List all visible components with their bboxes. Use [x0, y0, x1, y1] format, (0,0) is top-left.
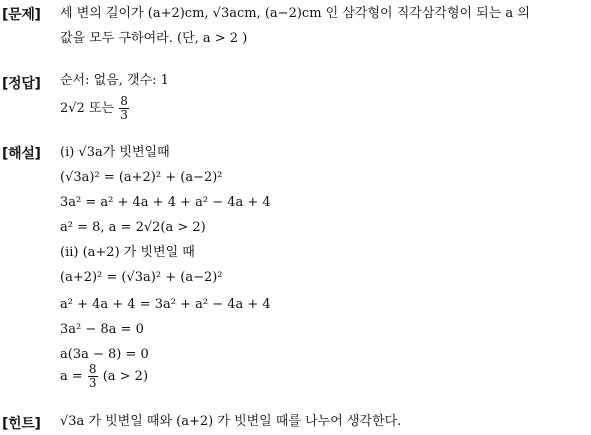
answer-line-1: 순서: 없음, 갯수: 1: [60, 73, 169, 88]
answer-values: 2√2 또는: [60, 101, 115, 116]
solution-line: a² = 8, a = 2√2(a > 2): [60, 220, 206, 235]
hint-tag: [힌트]: [2, 416, 41, 432]
solution-line: (ii) (a+2) 가 빗변일 때: [60, 245, 195, 260]
solution-line: (a+2)² = (√3a)² + (a−2)²: [60, 270, 223, 285]
solution-line: a² + 4a + 4 = 3a² + a² − 4a + 4: [60, 297, 271, 312]
solution-line: a(3a − 8) = 0: [60, 347, 149, 362]
answer-fraction-numerator: 8: [120, 94, 128, 108]
solution-line: (√3a)² = (a+2)² + (a−2)²: [60, 170, 223, 185]
final-fraction-numerator: 8: [88, 362, 97, 376]
answer-line-2: [60, 95, 130, 122]
solution-line-final: [60, 363, 148, 390]
problem-line-2: 값을 모두 구하여라. (단, a > 2 ): [60, 31, 248, 46]
problem-line-1: 세 변의 길이가 (a+2)cm, √3acm, (a−2)cm 인 삼각형이 직각삼각형이 되는 a 의: [60, 6, 530, 21]
problem-tag: [문제]: [2, 7, 41, 23]
final-prefix: a =: [60, 369, 83, 384]
solution-line: (i) √3a가 빗변일때: [60, 145, 170, 160]
final-suffix: (a > 2): [102, 369, 149, 384]
final-fraction: [88, 363, 98, 390]
answer-fraction-denominator: 3: [120, 108, 128, 122]
solution-line: 3a² = a² + 4a + 4 + a² − 4a + 4: [60, 195, 271, 210]
answer-fraction: [119, 95, 129, 122]
hint-text: √3a 가 빗변일 때와 (a+2) 가 빗변일 때를 나누어 생각한다.: [60, 414, 402, 429]
solution-line: 3a² − 8a = 0: [60, 322, 144, 337]
final-fraction-denominator: 3: [88, 376, 97, 390]
answer-tag: [정답]: [2, 76, 41, 92]
solution-tag: [해설]: [2, 146, 41, 162]
